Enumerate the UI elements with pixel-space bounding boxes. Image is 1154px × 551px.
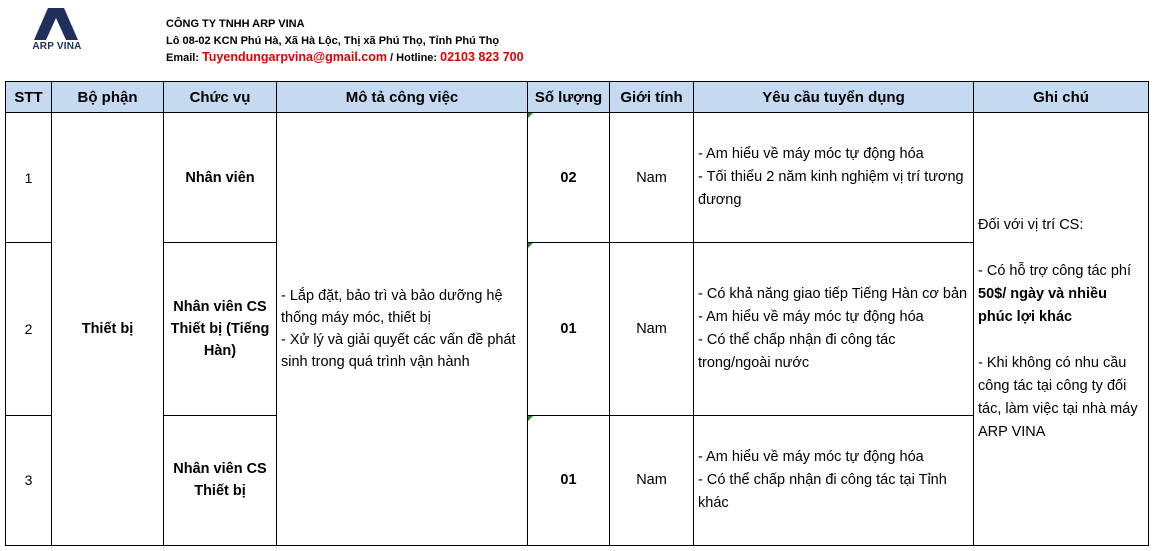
requirement-item: - Có khả năng giao tiếp Tiếng Hàn cơ bản [698,285,968,302]
gender-cell: Nam [610,243,694,416]
requirements-cell [694,113,974,243]
note-cell [974,113,1149,546]
note-intro: Đối với vị trí CS: [978,217,1084,233]
position-cell: Nhân viên CS Thiết bị [164,415,277,545]
requirement-item: - Am hiểu về máy móc tự động hóa [698,308,924,325]
page-header [0,0,1154,80]
requirements-cell [694,243,974,416]
header-quantity: Số lượng [528,82,610,113]
header-requirements: Yêu cầu tuyển dụng [694,82,974,113]
table-row [6,113,1149,243]
position-cell: Nhân viên [164,113,277,243]
header-stt: STT [6,82,52,113]
stt-cell: 2 [6,243,52,416]
hotline-number: 02103 823 700 [440,50,524,64]
requirement-item: - Có thể chấp nhận đi công tác tại Tỉnh khác [698,471,947,511]
quantity-cell: 02 [528,113,610,243]
description-cell [277,113,528,546]
table-header-row [6,82,1149,113]
contact-line [166,49,524,67]
header-position: Chức vụ [164,82,277,113]
company-name: CÔNG TY TNHH ARP VINA [166,18,305,30]
header-note: Ghi chú [974,82,1149,113]
header-department: Bộ phận [52,82,164,113]
company-address: Lô 08-02 KCN Phú Hà, Xã Hà Lộc, Thị xã Phú Thọ, Tỉnh Phú Thọ [166,34,500,47]
requirement-item: - Am hiểu về máy móc tự động hóa [698,146,924,163]
position-cell: Nhân viên CS Thiết bị (Tiếng Hàn) [164,243,277,416]
header-description: Mô tả công việc [277,82,528,113]
description-item: - Lắp đặt, bảo trì và bảo dưỡng hệ thống máy móc, thiết bị [281,288,503,326]
recruitment-table [5,81,1149,546]
stt-cell: 1 [6,113,52,243]
company-info [166,16,524,67]
gender-cell: Nam [610,415,694,545]
logo-triangle-icon [28,6,84,42]
description-item: - Xử lý và giải quyết các vấn đề phát sinh trong quá trình vận hành [281,332,516,370]
note-item-allowance [978,260,1144,329]
gender-cell: Nam [610,113,694,243]
note-item-workplace: - Khi không có nhu cầu công tác tại công ty đối tác, làm việc tại nhà máy ARP VINA [978,355,1138,440]
email-link[interactable]: Tuyendungarpvina@gmail.com [202,50,387,64]
requirement-item: - Tối thiểu 2 năm kinh nghiệm vị trí tương đương [698,169,964,209]
quantity-cell: 01 [528,243,610,416]
requirement-item: - Có thể chấp nhận đi công tác trong/ngoài nước [698,331,896,371]
note-item-allowance-text: - Có hỗ trợ công tác phí [978,263,1131,279]
note-item-allowance-bold: 50$/ ngày và nhiều phúc lợi khác [978,286,1107,325]
header-gender: Giới tính [610,82,694,113]
logo-text: ARP VINA [32,41,82,52]
email-label: Email: [166,52,203,64]
department-cell: Thiết bị [52,113,164,546]
requirement-item: - Am hiểu về máy móc tự động hóa [698,448,924,465]
stt-cell: 3 [6,415,52,545]
quantity-cell: 01 [528,415,610,545]
hotline-label: / Hotline: [386,52,441,64]
requirements-cell [694,415,974,545]
